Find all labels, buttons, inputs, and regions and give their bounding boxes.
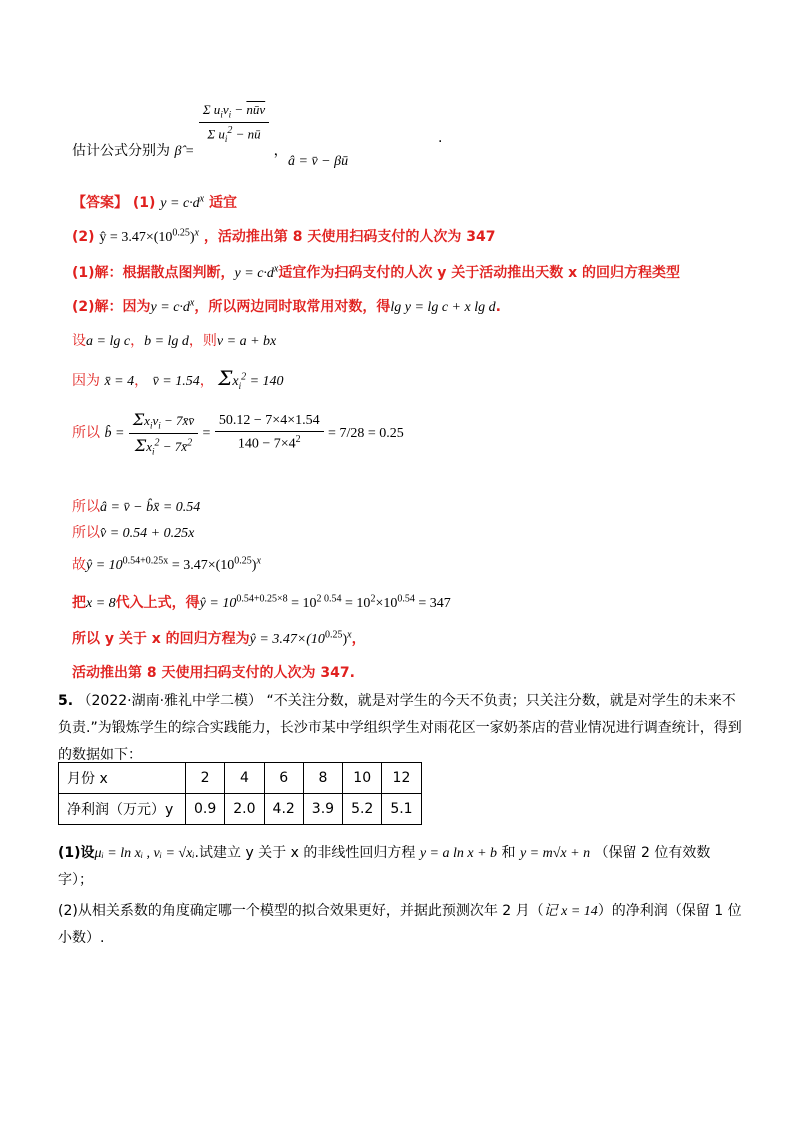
solution-substitute-line: 把x = 8代入上式，得ŷ = $10^{0.54+0.25\times 8} = 10^{2 0.54} = 10^2\times 10^{0.54} = 347$ [72,593,451,611]
solution-v-hat-line: 所以v̂ = 0.54 + 0.25x [72,525,195,541]
table-row [59,794,422,825]
formula-lead: 估计公式分别为 [72,142,170,159]
solution-y-hat-line: 故ŷ = $10^{0.54+0.25x} = 3.47\times(10^{0.25})^x$ [72,555,261,573]
formula-period: . [438,130,443,146]
answer-part1-suffix: 适宜 [209,195,237,211]
b-hat-fraction: $\frac{\Sigma x_iv_i - 7x̄v̄}{\Sigma x_i^2 - 7x̄^2}$ [129,410,198,456]
table-row [59,763,422,794]
table-cell: 12 [382,763,421,794]
table-cell: 5.1 [382,794,421,825]
problem-source: （2022·湖南·雅礼中学二模） [77,693,263,709]
question-1: (1)设μᵢ = ln xᵢ , vᵢ = √xᵢ.试建立 y 关于 x 的非线性回归方程 y = a ln x + b 和 y = m√x + n （保留 2 位有效数字）； [58,845,711,888]
answer-tag: 【答案】 [72,195,128,211]
table-cell: 2.0 [225,794,264,825]
answer-part1-num: (1) [132,195,156,211]
answer-part2-formula: ŷ = $3.47\times(10^{0.25})^x$ [99,227,199,245]
table-cell: 3.9 [303,794,342,825]
answer-part1-model: y = c·d [160,196,200,211]
beta-hat-fraction: $\frac{\Sigma u_iv_i - \overline{nūv}}{\Sigma u_i^2 - nū}$ [199,102,269,144]
answer-part2-text: ，活动推出第 8 天使用扫码支付的人次为 347 [203,229,496,245]
problem-5-stem [58,688,742,769]
table-cell: 4 [225,763,264,794]
solution-regression-line: 所以 y 关于 x 的回归方程为ŷ = $3.47\times(10^{0.25})^x$， [72,629,366,647]
table-cell: 0.9 [186,794,225,825]
table-cell: 2 [186,763,225,794]
table-header-profit: 净利润（万元）y [59,794,186,825]
problem-number: 5. [58,693,74,709]
question-2: (2)从相关系数的角度确定哪一个模型的拟合效果更好，并据此预测次年 2 月（记 x = 14）的净利润（保留 1 位小数）. [58,903,742,946]
answer-part1-exp: x [199,193,205,205]
solution-step-1: (1)解：根据散点图判断，$y = c\cdot d^x$适宜作为扫码支付的人次 y 关于活动推出天数 x 的回归方程类型 [72,263,681,281]
problem-stem-text: “不关注分数，就是对学生的今天不负责；只关注分数，就是对学生的未来不负责.”为锻炼学生的综合实践能力，长沙市某中学组织学生对雨花区一家奶茶店的营业情况进行调查统计，得到的数据如下： [58,693,742,763]
answer-line-1 [72,192,237,212]
solution-step-2: (2)解：因为$y = c\cdot d^x$，所以两边同时取常用对数，得lg y = lg c + x lg d. [72,297,501,315]
data-table [58,762,422,825]
answer-line-2 [72,226,495,246]
solution-set-line: 设a = lg c，b = lg d，则v = a + bx [72,333,277,349]
answer-part2-num: (2) [72,229,95,245]
beta-hat-label: β̂ = [174,143,195,159]
solution-b-hat-line: 所以 b̂ = $\frac{\Sigma x_iv_i - 7x̄v̄}{\Sigma x_i^2 - 7x̄^2}$ = $\frac{50.12 - 7\times 4\times 1.54}{140 - 7\times 4^2}$ = 7/28 = 0.25 [72,410,404,457]
table-cell: 5.2 [343,794,382,825]
table-cell: 10 [343,763,382,794]
table-header-month: 月份 x [59,763,186,794]
table-cell: 6 [264,763,303,794]
formula-comma: ， [273,142,288,159]
solution-because-line: 因为 x̄ = 4， v̄ = 1.54， $\Sigma x_i^2 = 140$ [72,366,284,391]
table-cell: 8 [303,763,342,794]
solution-a-hat-line: 所以â = v̄ − b̂x̄ = 0.54 [72,499,201,515]
a-hat-formula: â = v̄ − βū [288,154,349,169]
b-eval-fraction: $\frac{50.12 - 7\times 4\times 1.54}{140 - 7\times 4^2}$ [215,413,324,453]
solution-final-line: 活动推出第 8 天使用扫码支付的人次为 347. [72,665,355,681]
formula-intro [72,102,443,169]
table-cell: 4.2 [264,794,303,825]
